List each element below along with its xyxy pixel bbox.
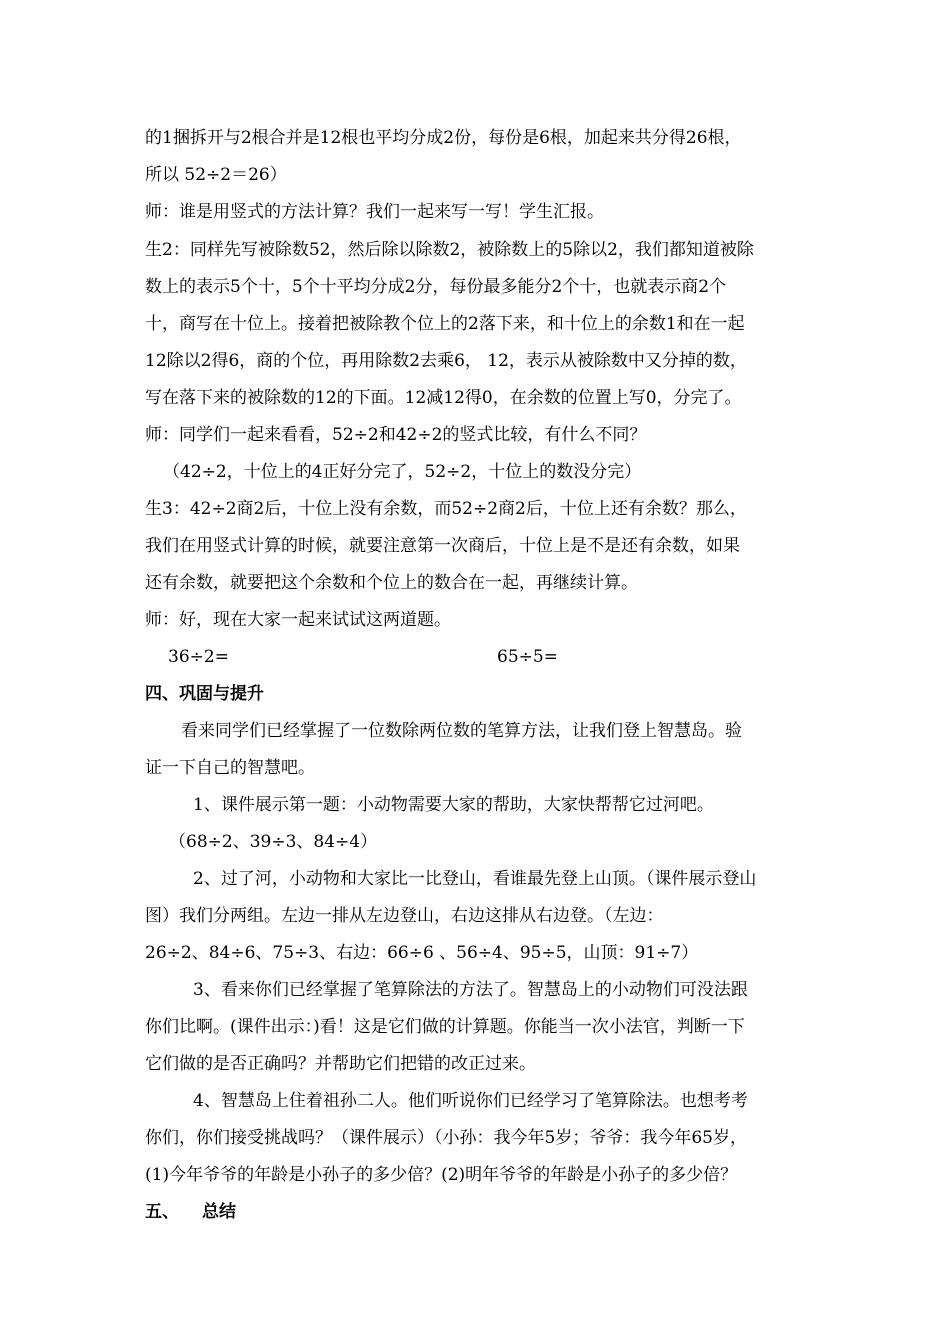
- paragraph-line: 我们在用竖式计算的时候，就要注意第一次商后，十位上是不是还有余数，如果: [145, 536, 740, 556]
- paragraph-line: 它们做的是否正确吗？并帮助它们把错的改正过来。: [145, 1054, 536, 1074]
- exercise-left: 36÷2=: [168, 647, 229, 667]
- paragraph-line: 你们比啊。(课件出示：)看！这是它们做的计算题。你能当一次小法官，判断一下: [145, 1017, 745, 1037]
- paragraph-line: 数上的表示5个十，5个十平均分成2分，每份最多能分2个十，也就表示商2个: [145, 277, 727, 297]
- section-5-number: 五、: [145, 1202, 179, 1222]
- paragraph-line: （42÷2，十位上的4正好分完了，52÷2，十位上的数没分完）: [163, 462, 642, 482]
- paragraph-line: 看来同学们已经掌握了一位数除两位数的笔算方法，让我们登上智慧岛。验: [181, 721, 742, 741]
- paragraph-line: 还有余数，就要把这个余数和个位上的数合在一起，再继续计算。: [145, 573, 638, 593]
- section-4-title: 四、巩固与提升: [145, 684, 264, 704]
- exercise-right: 65÷5=: [497, 647, 558, 667]
- paragraph-line: 所以 52÷2＝26）: [145, 165, 287, 185]
- paragraph-line: 十，商写在十位上。接着把被除教个位上的2落下来，和十位上的余数1和在一起: [145, 314, 745, 334]
- paragraph-line: 3、看来你们已经掌握了笔算除法的方法了。智慧岛上的小动物们可没法跟: [193, 980, 748, 1000]
- paragraph-line: 图）我们分两组。左边一排从左边登山，右边这排从右边登。（左边：: [145, 906, 664, 926]
- paragraph-line: 1、课件展示第一题：小动物需要大家的帮助，大家快帮帮它过河吧。: [193, 795, 714, 815]
- paragraph-line: 师：谁是用竖式的方法计算？我们一起来写一写！学生汇报。: [145, 202, 604, 222]
- paragraph-line: 证一下自己的智慧吧。: [145, 758, 315, 778]
- paragraph-line: 26÷2、84÷6、75÷3、右边：66÷6 、56÷4、95÷5，山顶：91÷7）: [145, 943, 699, 963]
- paragraph-line: 师：好，现在大家一起来试试这两道题。: [145, 610, 451, 630]
- paragraph-line: 4、智慧岛上住着祖孙二人。他们听说你们已经学习了笔算除法。也想考考: [193, 1091, 748, 1111]
- paragraph-line: 的1捆拆开与2根合并是12根也平均分成2份，每份是6根，加起来共分得26根，: [145, 128, 742, 148]
- paragraph-line: 2、过了河，小动物和大家比一比登山，看谁最先登上山顶。（课件展示登山: [193, 869, 757, 889]
- paragraph-line: 生2：同样先写被除数52，然后除以除数2，被除数上的5除以2，我们都知道被除: [145, 240, 754, 260]
- paragraph-line: (1)今年爷爷的年龄是小孙子的多少倍？(2)明年爷爷的年龄是小孙子的多少倍？: [145, 1165, 738, 1185]
- paragraph-line: 生3：42÷2商2后，十位上没有余数，而52÷2商2后，十位上还有余数？那么，: [145, 499, 747, 519]
- paragraph-line: （68÷2、39÷3、84÷4）: [169, 832, 378, 852]
- paragraph-line: 12除以2得6，商的个位，再用除数2去乘6， 12，表示从被除数中又分掉的数，: [145, 351, 747, 371]
- section-5-label: 总结: [202, 1202, 236, 1222]
- paragraph-line: 写在落下来的被除数的12的下面。12减12得0，在余数的位置上写0，分完了。: [145, 388, 742, 408]
- paragraph-line: 你们，你们接受挑战吗？（课件展示）（小孙：我今年5岁；爷爷：我今年65岁，: [145, 1128, 747, 1148]
- paragraph-line: 师：同学们一起来看看，52÷2和42÷2的竖式比较，有什么不同？: [145, 425, 647, 445]
